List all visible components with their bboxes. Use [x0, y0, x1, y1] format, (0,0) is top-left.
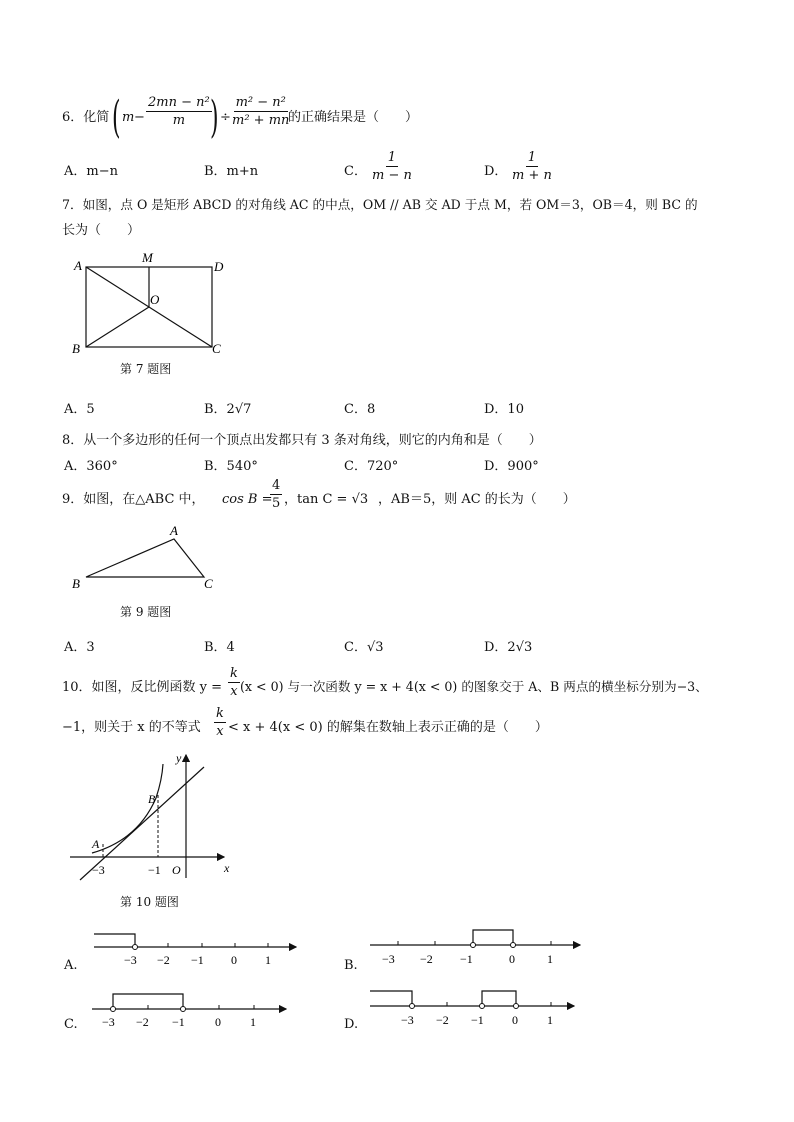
- tick-neg3: −3: [382, 952, 395, 966]
- segment-bo: [86, 307, 149, 347]
- label-b: B: [72, 576, 80, 591]
- q6-option-c-frac[interactable]: [368, 151, 416, 182]
- tick-neg2: −2: [420, 952, 433, 966]
- q7-caption: 第 7 题图: [120, 362, 172, 376]
- q6-prefix: 6．化简: [62, 110, 110, 125]
- q6-suffix: 的正确结果是（ ）: [288, 110, 419, 125]
- open-point-left: [471, 943, 476, 948]
- tick-neg2: −2: [436, 1013, 449, 1027]
- tick-neg1: −1: [460, 952, 473, 966]
- q6-right-paren: ): [210, 92, 219, 143]
- tick-0: 0: [231, 953, 237, 967]
- open-point-neg1: [480, 1004, 485, 1009]
- q8-option-d[interactable]: D．900°: [484, 459, 539, 474]
- tick-neg1: −1: [172, 1015, 185, 1029]
- q10-line1-a: 10．如图，反比例函数 y =: [62, 680, 223, 695]
- open-point: [133, 945, 138, 950]
- q9-caption: 第 9 题图: [120, 605, 172, 619]
- q7-option-a[interactable]: A．5: [64, 402, 95, 417]
- q9-cos-frac: [268, 479, 284, 510]
- tick-0: 0: [512, 1013, 518, 1027]
- q6-optd-num: 1: [527, 150, 537, 165]
- tick-neg2: −2: [136, 1015, 149, 1029]
- q6-left-paren: (: [112, 92, 121, 143]
- q9-option-a[interactable]: A．3: [64, 640, 95, 655]
- q6-frac2-den: m² + mn: [232, 113, 290, 128]
- hyperbola-curve: [92, 764, 163, 853]
- q10-line2-b: < x + 4(x < 0) 的解集在数轴上表示正确的是（ ）: [228, 720, 548, 735]
- q7-figure: [66, 250, 236, 360]
- q10-line1-b: (x < 0) 与一次函数 y = x + 4(x < 0) 的图象交于 A、B 两点的横坐标分别为−3、: [240, 679, 708, 694]
- tick-neg1: −1: [191, 953, 204, 967]
- q6-frac2-num: m² − n²: [235, 95, 286, 110]
- tick-neg2: −2: [157, 953, 170, 967]
- y-label: y: [176, 751, 182, 765]
- q10-l1-num: k: [230, 666, 238, 681]
- x-label: x: [224, 861, 230, 875]
- q9-option-b[interactable]: B．4: [204, 640, 235, 655]
- q6-option-a[interactable]: A．m−n: [64, 164, 118, 179]
- number-line-c[interactable]: [90, 988, 295, 1032]
- open-point-right: [181, 1007, 186, 1012]
- q6-optc-den: m − n: [372, 168, 412, 183]
- number-line-b[interactable]: [368, 922, 588, 968]
- tick-neg3: −3: [124, 953, 137, 967]
- open-point-neg3: [410, 1004, 415, 1009]
- q8-option-c[interactable]: C．720°: [344, 459, 399, 474]
- tick-1: 1: [265, 953, 271, 967]
- q6-expr-m: m: [122, 110, 135, 125]
- number-line-a[interactable]: [90, 928, 305, 970]
- tick-neg1: −1: [471, 1013, 484, 1027]
- q10-line2-frac: [212, 707, 228, 738]
- open-point-0: [514, 1004, 519, 1009]
- q9-option-d[interactable]: D．2√3: [484, 640, 533, 655]
- tick-1: 1: [547, 952, 553, 966]
- q7-option-c[interactable]: C．8: [344, 402, 376, 417]
- q10-option-c[interactable]: C.: [64, 1017, 78, 1032]
- solution-bracket-right: [482, 991, 516, 1006]
- q10-caption: 第 10 题图: [120, 895, 179, 909]
- q6-option-c-label[interactable]: C．: [344, 164, 367, 179]
- number-line-d[interactable]: [368, 984, 583, 1030]
- label-o: O: [150, 292, 160, 307]
- q9-figure: [66, 522, 226, 594]
- q6-option-d-label[interactable]: D．: [484, 164, 508, 179]
- q10-line2-a: −1，则关于 x 的不等式: [62, 720, 201, 735]
- solution-bracket-left: [370, 991, 412, 1006]
- label-d: D: [214, 259, 224, 274]
- q7-option-d[interactable]: D．10: [484, 402, 524, 417]
- q9-cos-num: 4: [272, 478, 281, 493]
- tick-0: 0: [215, 1015, 221, 1029]
- solution-bracket: [94, 934, 135, 947]
- tick-1: 1: [547, 1013, 553, 1027]
- q10-option-d[interactable]: D.: [344, 1017, 359, 1032]
- point-b-label: B: [148, 792, 156, 806]
- triangle-abc: [86, 539, 204, 577]
- tick-label-neg3: −3: [92, 863, 105, 877]
- tick-0: 0: [509, 952, 515, 966]
- q6-optc-num: 1: [387, 150, 397, 165]
- solution-bracket: [473, 930, 513, 945]
- tick-neg3: −3: [102, 1015, 115, 1029]
- q9-suffix: ，AB＝5，则 AC 的长为（ ）: [378, 492, 576, 507]
- q6-option-b[interactable]: B．m+n: [204, 164, 259, 179]
- label-a: A: [170, 523, 178, 538]
- q8-option-b[interactable]: B．540°: [204, 459, 258, 474]
- tick-neg3: −3: [401, 1013, 414, 1027]
- q9-tan: ，tan C = √3: [284, 492, 369, 507]
- q6-frac2: [228, 96, 293, 127]
- q8-text: 8．从一个多边形的任何一个顶点出发都只有 3 条对角线，则它的内角和是（ ）: [62, 433, 542, 448]
- tick-label-neg1: −1: [148, 863, 161, 877]
- q10-l2-den: x: [216, 724, 224, 739]
- q7-line1: 7．如图，点 O 是矩形 ABCD 的对角线 AC 的中点，OM // AB 交 AD 于点 M，若 OM＝3，OB＝4，则 BC 的: [62, 197, 698, 212]
- label-m: M: [142, 250, 153, 265]
- open-point-left: [111, 1007, 116, 1012]
- q6-option-d-frac[interactable]: [508, 151, 556, 182]
- q6-frac1-num: 2mn − n²: [148, 95, 210, 110]
- q6-div: ÷: [220, 110, 231, 125]
- q6-expr-minus: −: [134, 110, 145, 125]
- q10-option-b[interactable]: B.: [344, 958, 358, 973]
- q10-l1-den: x: [230, 684, 238, 699]
- q9-prefix: 9．如图，在△ABC 中，: [62, 492, 205, 507]
- label-b: B: [72, 341, 80, 356]
- label-c: C: [212, 341, 221, 356]
- tick-1: 1: [250, 1015, 256, 1029]
- q9-cos-den: 5: [272, 496, 281, 511]
- q8-option-a[interactable]: A．360°: [64, 459, 118, 474]
- point-a-label: A: [92, 837, 100, 851]
- label-a: A: [74, 258, 82, 273]
- origin-label: O: [172, 863, 181, 877]
- open-point-right: [511, 943, 516, 948]
- q6-frac1-den: m: [172, 113, 186, 128]
- q7-option-b[interactable]: B．2√7: [204, 402, 252, 417]
- q7-line2: 长为（ ）: [62, 223, 141, 238]
- q6-frac1: [144, 96, 214, 127]
- label-c: C: [204, 576, 213, 591]
- q10-l2-num: k: [216, 706, 224, 721]
- q9-option-c[interactable]: C．√3: [344, 640, 384, 655]
- q10-graph: [66, 750, 236, 885]
- q9-cos: cos B =: [222, 492, 273, 507]
- q10-option-a[interactable]: A.: [64, 958, 78, 973]
- q6-optd-den: m + n: [512, 168, 552, 183]
